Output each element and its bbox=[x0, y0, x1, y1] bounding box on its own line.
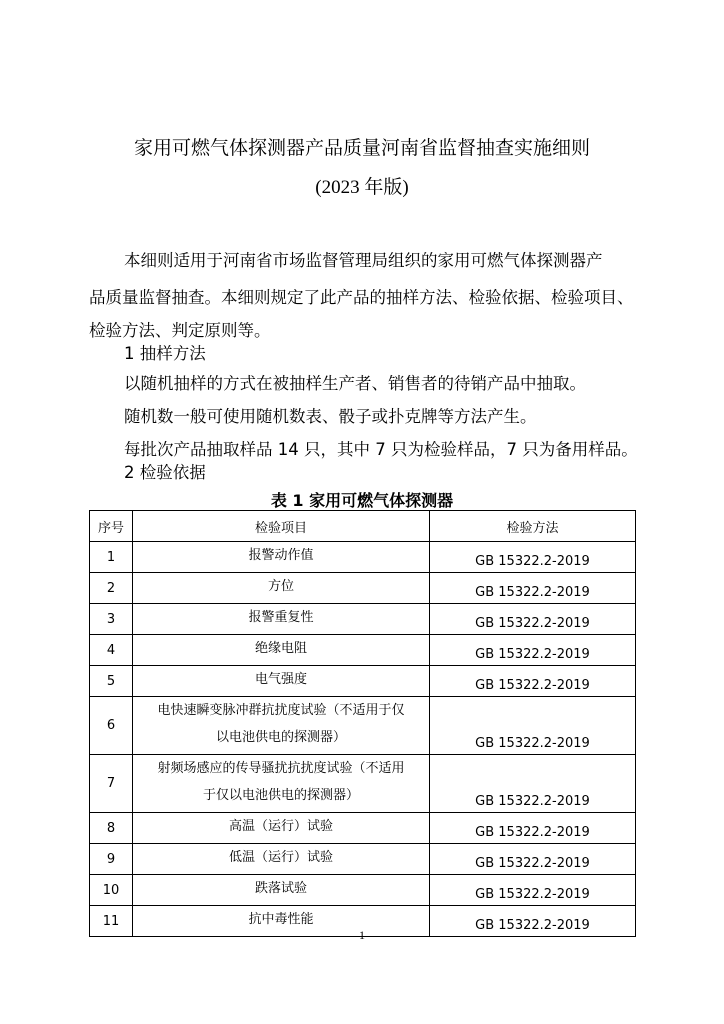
doc-subtitle-year: (2023 年版) bbox=[315, 177, 409, 198]
row-method: GB 15322.2-2019 bbox=[430, 906, 636, 937]
row-item: 电快速瞬变脉冲群抗扰度试验（不适用于仅 以电池供电的探测器） bbox=[133, 697, 430, 755]
page-number: 1 bbox=[359, 928, 365, 942]
row-item: 报警重复性 bbox=[133, 604, 430, 635]
row-method: GB 15322.2-2019 bbox=[430, 604, 636, 635]
table-row bbox=[90, 542, 636, 573]
row-item: 高温（运行）试验 bbox=[133, 813, 430, 844]
table-header-row bbox=[90, 511, 636, 542]
row-method: GB 15322.2-2019 bbox=[430, 697, 636, 755]
row-number: 7 bbox=[90, 755, 133, 813]
row-number: 2 bbox=[90, 573, 133, 604]
row-number: 10 bbox=[90, 875, 133, 906]
section-2-heading: 2 检验依据 bbox=[124, 463, 206, 482]
row-method: GB 15322.2-2019 bbox=[430, 666, 636, 697]
row-method: GB 15322.2-2019 bbox=[430, 635, 636, 666]
table-row bbox=[90, 635, 636, 666]
row-method: GB 15322.2-2019 bbox=[430, 875, 636, 906]
row-item: 报警动作值 bbox=[133, 542, 430, 573]
row-number: 11 bbox=[90, 906, 133, 937]
header-item: 检验项目 bbox=[133, 511, 430, 542]
row-number: 9 bbox=[90, 844, 133, 875]
row-method: GB 15322.2-2019 bbox=[430, 844, 636, 875]
row-item: 方位 bbox=[133, 573, 430, 604]
row-method: GB 15322.2-2019 bbox=[430, 542, 636, 573]
intro-line-1: 本细则适用于河南省市场监督管理局组织的家用可燃气体探测器产 bbox=[124, 251, 603, 270]
table-row bbox=[90, 604, 636, 635]
row-number: 5 bbox=[90, 666, 133, 697]
row-method: GB 15322.2-2019 bbox=[430, 573, 636, 604]
row-number: 3 bbox=[90, 604, 133, 635]
table-row bbox=[90, 666, 636, 697]
row-number: 6 bbox=[90, 697, 133, 755]
table-row bbox=[90, 697, 636, 755]
row-item: 绝缘电阻 bbox=[133, 635, 430, 666]
row-number: 1 bbox=[90, 542, 133, 573]
table-caption: 表 1 家用可燃气体探测器 bbox=[270, 491, 454, 510]
section-1-para-3: 每批次产品抽取样品 14 只，其中 7 只为检验样品，7 只为备用样品。 bbox=[124, 440, 638, 459]
row-item: 抗中毒性能 bbox=[133, 906, 430, 937]
inspection-table bbox=[89, 510, 636, 937]
row-method: GB 15322.2-2019 bbox=[430, 755, 636, 813]
row-number: 8 bbox=[90, 813, 133, 844]
doc-title: 家用可燃气体探测器产品质量河南省监督抽查实施细则 bbox=[133, 137, 590, 159]
section-1-para-2: 随机数一般可使用随机数表、骰子或扑克牌等方法产生。 bbox=[124, 407, 537, 426]
row-number: 4 bbox=[90, 635, 133, 666]
row-item: 射频场感应的传导骚扰抗扰度试验（不适用 于仅以电池供电的探测器） bbox=[133, 755, 430, 813]
row-item: 电气强度 bbox=[133, 666, 430, 697]
intro-line-3: 检验方法、判定原则等。 bbox=[89, 321, 271, 340]
row-item: 低温（运行）试验 bbox=[133, 844, 430, 875]
table-row bbox=[90, 875, 636, 906]
table-row bbox=[90, 573, 636, 604]
header-no: 序号 bbox=[90, 511, 133, 542]
table-row bbox=[90, 755, 636, 813]
table-row bbox=[90, 844, 636, 875]
row-method: GB 15322.2-2019 bbox=[430, 813, 636, 844]
header-method: 检验方法 bbox=[430, 511, 636, 542]
row-item: 跌落试验 bbox=[133, 875, 430, 906]
table-row bbox=[90, 813, 636, 844]
section-1-para-1: 以随机抽样的方式在被抽样生产者、销售者的待销产品中抽取。 bbox=[124, 374, 586, 393]
intro-line-2: 品质量监督抽查。本细则规定了此产品的抽样方法、检验依据、检验项目、 bbox=[89, 288, 634, 307]
section-1-heading: 1 抽样方法 bbox=[124, 344, 206, 363]
